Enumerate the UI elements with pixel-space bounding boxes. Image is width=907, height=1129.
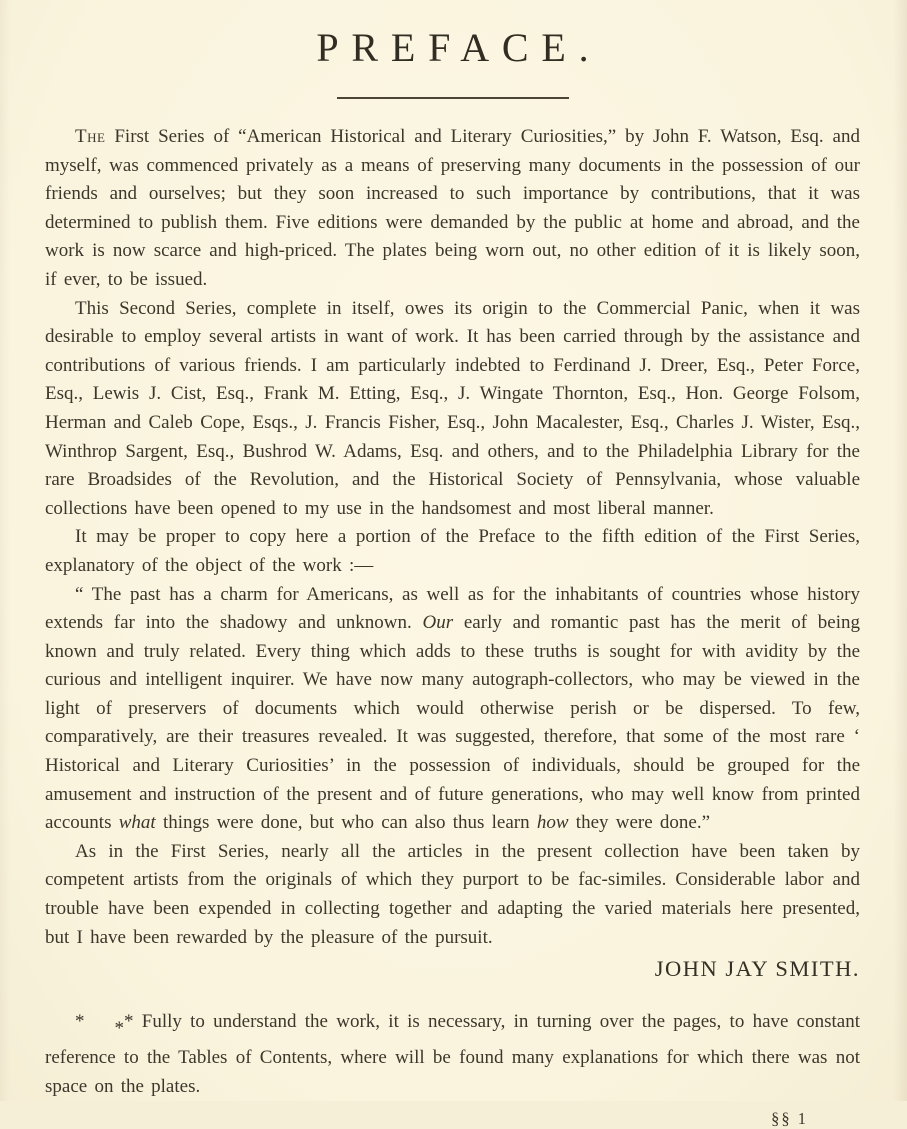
opening-paragraph [45, 123, 860, 295]
text-segment: It may be proper to copy here a portion of the Preface to the fifth edition of the First Series, explanatory of the object of the work :— [45, 526, 860, 576]
text-segment: As in the First Series, nearly all the articles in the present collection have been taken by competent artists from the originals of which they purport to be fac-similes. Considerable labor and trouble have been expended in collecting together and adapting the varied materials here presented, but I have been rewarded by the pleasure of the pursuit. [45, 840, 860, 948]
text-segment: Our [422, 612, 454, 634]
text-segment: * [75, 1011, 85, 1033]
text-segment: early and romantic past has the merit of being known and truly related. Every thing which adds to these truths is sought for with avidity by the curious and intelligent inquirer. We have now many autograph-collectors, who may be viewed in the light of preservers of documents which would otherwise perish or be dispersed. To few, comparatively, are their treasures revealed. It was suggested, therefore, that some of the most rare ‘ Historical and Literary Curiosities’ in the possession of individuals, should be grouped for the amusement and instruction of the present and of future generations, who may well know from printed accounts [45, 612, 860, 834]
quoted-preface-paragraph [45, 581, 860, 838]
signature-mark: §§ 1 [771, 1109, 808, 1129]
author-signature: JOHN JAY SMITH. [654, 956, 860, 982]
text-segment: First Series of “American Historical and Literary Curiosities,” by John F. Watson, Esq. and myself, was commenced privately as a means of preserving many documents in the possession of our friends and ourselves; but they soon increased to such importance by contributions, that it was determined to publish them. Five editions were demanded by the public at home and abroad, and the work is now scarce and high-priced. The plates being worn out, no other edition of it is likely soon, if ever, to be issued. [45, 126, 860, 290]
page-title: PREFACE. [316, 25, 602, 70]
text-segment: “ The past has a charm for Americans, as well as for the inhabitants of countries whose history extends far into the shadowy and unknown. [45, 583, 860, 634]
text-segment: This Second Series, complete in itself, owes its origin to the Commercial Panic, when it was desirable to employ several artists in want of work. It has been carried through by the assistance and contributions of various friends. I am particularly indebted to Ferdinand J. Dreer, Esq., Peter Force, Esq., Lewis J. Cist, Esq., Frank M. Etting, Esq., J. Wingate Thornton, Esq., Hon. George Folsom, Herman and Caleb Cope, Esqs., J. Francis Fisher, Esq., John Macalester, Esq., Charles J. Wister, Esq., Winthrop Sargent, Esq., Bushrod W. Adams, Esq. and others, and to the Philadelphia Library for the rare Broadsides of the Revolution, and the Historical Society of Pennsylvania, whose valuable collections have been opened to my use in the handsomest and most liberal manner. [45, 297, 860, 519]
text-segment: Fully to understand the work, it is necessary, in turning over the pages, to have constant reference to the Tables of Contents, where will be found many explanations for which there was not space on the plates. [45, 1011, 860, 1097]
text-segment: * [124, 1011, 134, 1033]
text-segment: things were done, but who can also thus learn [155, 812, 537, 834]
acknowledgments-paragraph [45, 295, 860, 524]
text-segment: they were done.” [568, 812, 711, 834]
title-rule [337, 97, 569, 99]
text-segment: how [536, 812, 569, 834]
quote-intro-paragraph [45, 523, 860, 580]
asterism-mark: * [114, 1018, 124, 1040]
text-segment: The [75, 126, 106, 147]
closing-paragraph [45, 838, 860, 952]
text-segment: what [118, 812, 156, 834]
footnote-container [45, 1008, 860, 1101]
preface-body [45, 123, 860, 952]
footnote-paragraph [45, 1008, 860, 1101]
